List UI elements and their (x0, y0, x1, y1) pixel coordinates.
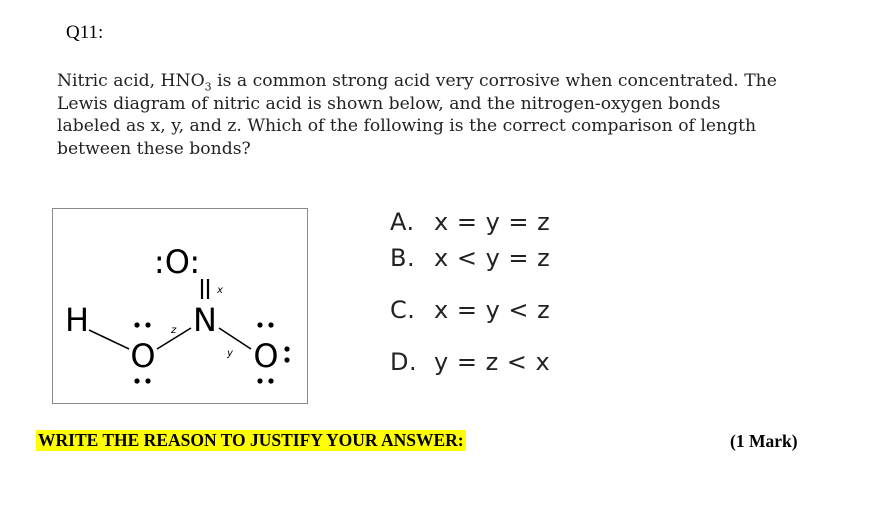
lewis-diagram (52, 208, 308, 404)
option-b[interactable] (390, 244, 550, 272)
option-text: y = z < x (434, 348, 551, 376)
lone-pair-dot (134, 322, 139, 327)
lone-pair-dot (257, 378, 262, 383)
lewis-diagram-svg (53, 209, 309, 405)
lone-pair-dot (268, 378, 273, 383)
option-text: x = y < z (434, 296, 551, 324)
atom-oxygen-hydroxyl: O (130, 337, 156, 375)
formula-subscript: 3 (204, 80, 212, 94)
option-text: x = y = z (434, 208, 551, 236)
atom-oxygen-right: O (253, 337, 279, 375)
option-d[interactable] (390, 348, 550, 376)
option-text: x < y = z (434, 244, 551, 272)
bond-y (219, 328, 251, 349)
lone-pair-dot (284, 357, 289, 362)
atom-oxygen-top: :O: (153, 243, 201, 281)
lone-pair-dot (134, 378, 139, 383)
lone-pair-dot (284, 346, 289, 351)
justify-instruction: WRITE THE REASON TO JUSTIFY YOUR ANSWER: (38, 430, 464, 450)
bond-label-x: x (217, 285, 223, 296)
lone-pair-dot (268, 322, 273, 327)
atom-nitrogen: N (193, 301, 217, 339)
bond-h-o (89, 330, 129, 349)
question-text-part1: Nitric acid, HNO (57, 71, 205, 91)
bond-label-y: y (227, 348, 233, 359)
option-letter: C. (390, 296, 416, 324)
option-c[interactable] (390, 296, 550, 324)
question-number: Q11: (66, 22, 104, 43)
question-text-part2: is a common strong acid very corrosive when concentrated. The Lewis diagram of nitric acid is shown below, and the nitrogen-oxygen bonds labeled as x, y, and z. Which of the following is the correct comparison of length between these bonds? (57, 71, 777, 159)
option-a[interactable] (390, 208, 550, 236)
question-text (57, 70, 777, 160)
lone-pair-dot (145, 378, 150, 383)
lone-pair-dot (257, 322, 262, 327)
option-letter: B. (390, 244, 416, 272)
mark-value: (1 Mark) (730, 431, 798, 451)
bond-label-z: z (171, 325, 177, 336)
atom-hydrogen: H (64, 301, 90, 339)
option-letter: D. (390, 348, 418, 376)
option-letter: A. (390, 208, 415, 236)
lone-pair-dot (145, 322, 150, 327)
